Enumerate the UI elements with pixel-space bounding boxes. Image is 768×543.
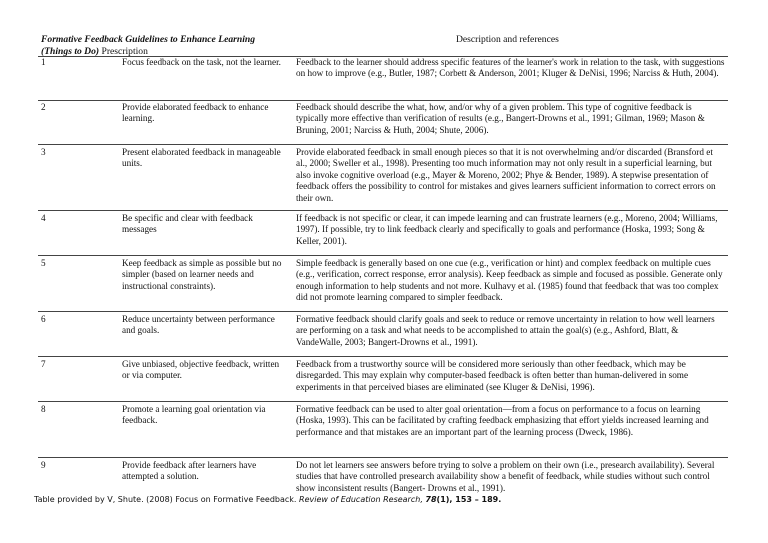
table-rule: [38, 100, 728, 101]
row-prescription: Keep feedback as simple as possible but no simpler (based on learner needs and instructional constraints).: [122, 258, 282, 291]
row-number: 7: [41, 359, 46, 369]
column-header-prescription: Prescription: [101, 46, 148, 57]
table-subtitle: (Things to Do): [41, 46, 100, 57]
table-header-left: [41, 34, 301, 58]
row-number: 3: [41, 147, 46, 157]
row-description: Provide elaborated feedback in small enough pieces so that it is not overwhelming and/or discarded (Bransford et al., 2000; Sweller et al., 1998). Presenting too much information may not only result in a superficial learning, but also invoke cognitive overload (e.g., Mayer & Moreno, 2002; Phye & Bender, 1989). A stepwise presentation of feedback offers the possibility to control for mistakes and gives learners sufficient information to correct errors on their own.: [296, 147, 716, 203]
table-rule: [38, 210, 728, 211]
row-description: Feedback from a trustworthy source will be considered more seriously than other feedback, which may be disregarded. This may explain why computer-based feedback is often better than human-delivered in some experiments in that perceived biases are eliminated (see Kluger & DeNisi, 1996).: [296, 359, 689, 392]
table-rule: [38, 401, 728, 402]
row-prescription: Reduce uncertainty between performance and goals.: [122, 314, 275, 336]
row-number: 9: [41, 460, 46, 470]
row-prescription: Promote a learning goal orientation via feedback.: [122, 404, 266, 426]
row-number: 1: [41, 57, 46, 67]
row-description: Feedback to the learner should address specific features of the learner's work in relation to the task, with suggestions on how to improve (e.g., Butler, 1987; Corbett & Anderson, 2001; Kluger & DeNisi, 1996; Narciss & Huth, 2004).: [296, 57, 725, 79]
table-title: Formative Feedback Guidelines to Enhance Learning: [41, 34, 255, 45]
caption-volume: 78: [425, 495, 437, 504]
row-prescription: Focus feedback on the task, not the learner.: [122, 57, 281, 67]
caption-prefix: Table provided by V, Shute. (2008) Focus on Formative Feedback.: [34, 495, 297, 504]
row-description: Do not let learners see answers before trying to solve a problem on their own (i.e., presearch availability). Several studies that have controlled presearch availability show a benefit of feedback, while studies without such control show inconsistent results (Bangert- Drowns et al., 1991).: [296, 460, 715, 493]
table-source-caption: [34, 494, 501, 505]
table-rule: [38, 311, 728, 312]
row-prescription: Provide feedback after learners have attempted a solution.: [122, 460, 257, 482]
row-prescription: Be specific and clear with feedback messages: [122, 213, 253, 235]
row-description: Formative feedback should clarify goals and seek to reduce or remove uncertainty in relation to how well learners are performing on a task and what needs to be accomplished to attain the goal(s) (e.g., Ashford, Blatt, & VandeWalle, 2003; Bangert-Drowns et al., 1991).: [296, 314, 715, 347]
row-number: 6: [41, 314, 46, 324]
row-description: Formative feedback can be used to alter goal orientation—from a focus on performance to a focus on learning (Hoska, 1993). This can be facilitated by crafting feedback emphasizing that effort yields increased learning and performance and that mistakes are an important part of the learning process (Dweck, 1986).: [296, 404, 709, 437]
table-rule: [38, 144, 728, 145]
row-number: 5: [41, 258, 46, 268]
row-number: 8: [41, 404, 46, 414]
row-prescription: Give unbiased, objective feedback, written or via computer.: [122, 359, 280, 381]
row-description: Feedback should describe the what, how, and/or why of a given problem. This type of cognitive feedback is typically more effective than verification of results (e.g., Bangert-Drowns et al., 1991; Gilman, 1969; Mason & Bruning, 2001; Narciss & Huth, 2004; Shute, 2006).: [296, 102, 705, 135]
row-description: If feedback is not specific or clear, it can impede learning and can frustrate learners (e.g., Moreno, 2004; Williams, 1997). If possible, try to link feedback clearly and specifically to goals and performance (Hoska, 1993; Song & Keller, 2001).: [296, 213, 718, 246]
row-description: Simple feedback is generally based on one cue (e.g., verification or hint) and complex feedback on multiple cues (e.g., verification, correct response, error analysis). Keep feedback as simple and focused as possible. Generate only enough information to help students and not more. Kulhavy et al. (1985) found that feedback that was too complex did not promote learning compared to simpler feedback.: [296, 258, 723, 303]
row-number: 2: [41, 102, 46, 112]
caption-issue-pages: (1), 153 – 189.: [436, 495, 502, 504]
column-header-description: Description and references: [456, 34, 559, 45]
row-number: 4: [41, 213, 46, 223]
table-rule: [38, 457, 728, 458]
row-prescription: Present elaborated feedback in manageable units.: [122, 147, 281, 169]
row-prescription: Provide elaborated feedback to enhance learning.: [122, 102, 269, 124]
table-rule: [38, 255, 728, 256]
table-rule: [38, 356, 728, 357]
caption-journal: Review of Education Research,: [299, 495, 423, 504]
